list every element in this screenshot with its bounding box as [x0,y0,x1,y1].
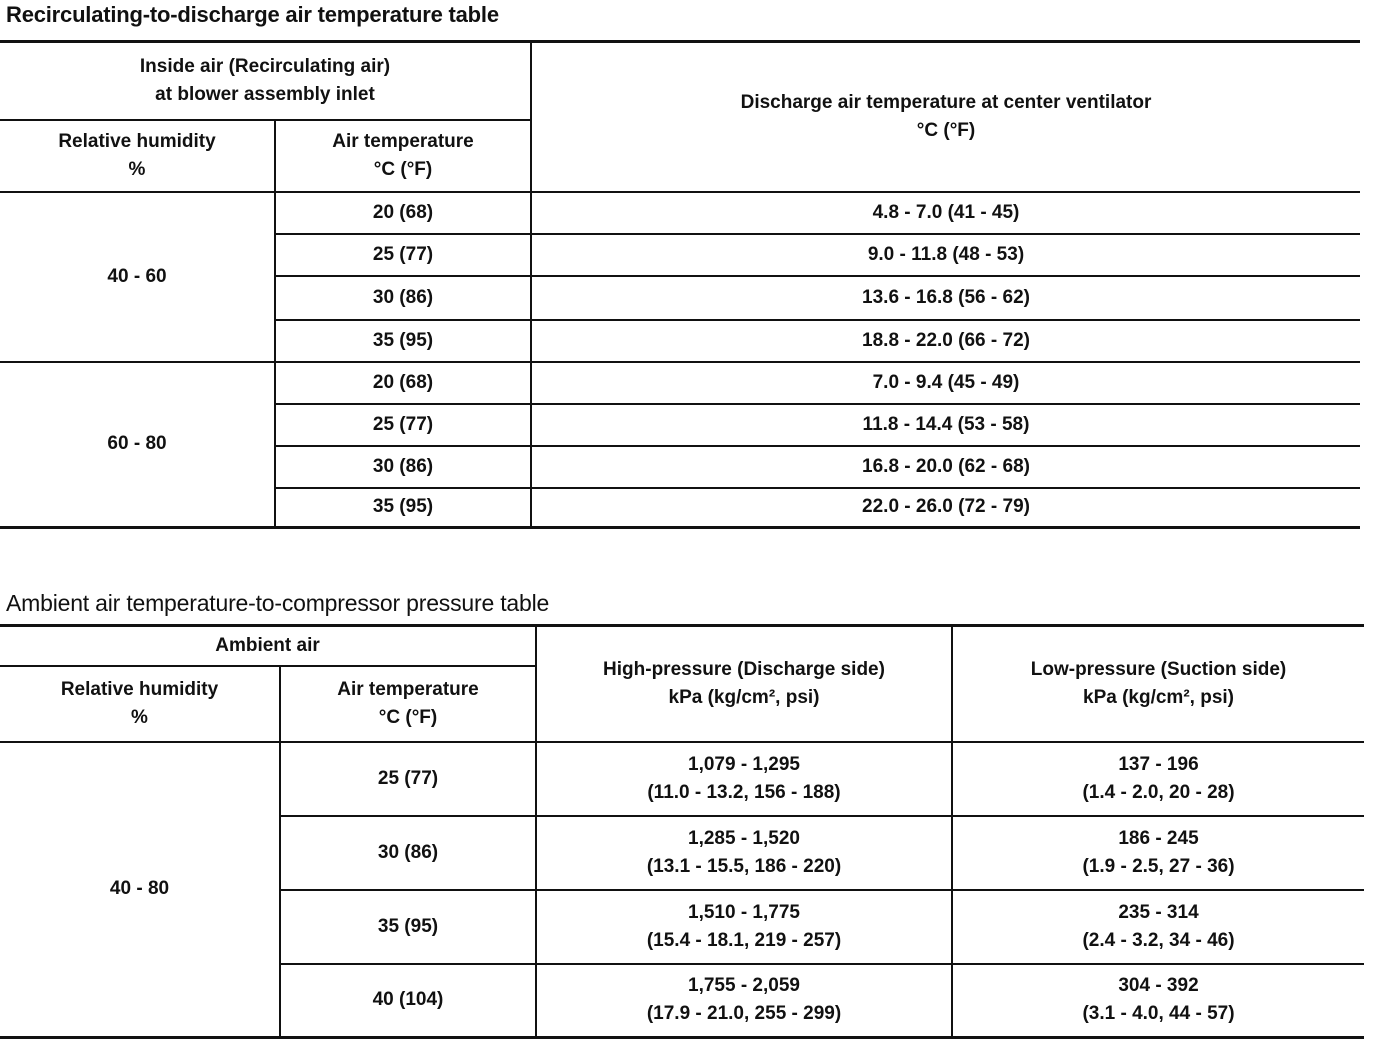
table-row [0,362,1360,404]
high-pressure-cell: 1,755 - 2,059 (17.9 - 21.0, 255 - 299) [536,964,952,1038]
discharge-cell: 22.0 - 26.0 (72 - 79) [862,496,1030,518]
air-temp-cell: 40 (104) [280,964,536,1038]
air-temp-cell: 25 (77) [275,404,531,446]
air-temp-cell: 30 (86) [280,816,536,890]
low-pressure-cell: 137 - 196 (1.4 - 2.0, 20 - 28) [952,742,1364,816]
recirculating-discharge-table [0,40,1360,529]
discharge-cell: 9.0 - 11.8 (48 - 53) [531,234,1360,276]
ambient-air-header: Ambient air [0,626,536,666]
high-pressure-cell: 1,285 - 1,520 (13.1 - 15.5, 186 - 220) [536,816,952,890]
high-pressure-cell: 1,510 - 1,775 (15.4 - 18.1, 219 - 257) [536,890,952,964]
air-temp-cell: 20 (68) [275,362,531,404]
air-temp-cell: 20 (68) [275,192,531,234]
discharge-cell: 16.8 - 20.0 (62 - 68) [531,446,1360,488]
discharge-cell: 18.8 - 22.0 (66 - 72) [531,320,1360,362]
compressor-pressure-table [0,624,1364,1039]
table2-title: Ambient air temperature-to-compressor pressure table [6,590,550,616]
discharge-cell: 4.8 - 7.0 (41 - 45) [531,192,1360,234]
table-row [0,742,1364,816]
discharge-header: Discharge air temperature at center ventilator °C (°F) [531,42,1360,192]
humidity-cell: 40 - 60 [0,192,275,362]
air-temp-header: Air temperature °C (°F) [275,120,531,192]
high-pressure-cell: 1,079 - 1,295 (11.0 - 13.2, 156 - 188) [536,742,952,816]
discharge-cell: 7.0 - 9.4 (45 - 49) [531,362,1360,404]
air-temp-header: Air temperature °C (°F) [280,666,536,742]
air-temp-cell: 35 (95) [280,890,536,964]
discharge-cell: 11.8 - 14.4 (53 - 58) [531,404,1360,446]
humidity-cell: 40 - 80 [0,742,280,1038]
humidity-cell: 60 - 80 [0,362,275,528]
low-pressure-header: Low-pressure (Suction side) kPa (kg/cm², psi) [952,626,1364,742]
humidity-header: Relative humidity % [0,120,275,192]
air-temp-cell: 35 (95) [275,488,531,528]
discharge-cell: 13.6 - 16.8 (56 - 62) [531,276,1360,320]
humidity-header: Relative humidity % [0,666,280,742]
low-pressure-cell: 235 - 314 (2.4 - 3.2, 34 - 46) [952,890,1364,964]
table-row [0,192,1360,234]
air-temp-cell: 30 (86) [275,446,531,488]
air-temp-cell: 35 (95) [275,320,531,362]
low-pressure-cell: 186 - 245 (1.9 - 2.5, 27 - 36) [952,816,1364,890]
air-temp-cell: 30 (86) [275,276,531,320]
table1-title: Recirculating-to-discharge air temperature table [6,2,499,27]
inside-air-header: Inside air (Recirculating air) at blower assembly inlet [0,42,531,120]
high-pressure-header: High-pressure (Discharge side) kPa (kg/cm², psi) [536,626,952,742]
air-temp-cell: 25 (77) [280,742,536,816]
low-pressure-cell: 304 - 392 (3.1 - 4.0, 44 - 57) [1082,975,1235,1025]
air-temp-cell: 25 (77) [275,234,531,276]
